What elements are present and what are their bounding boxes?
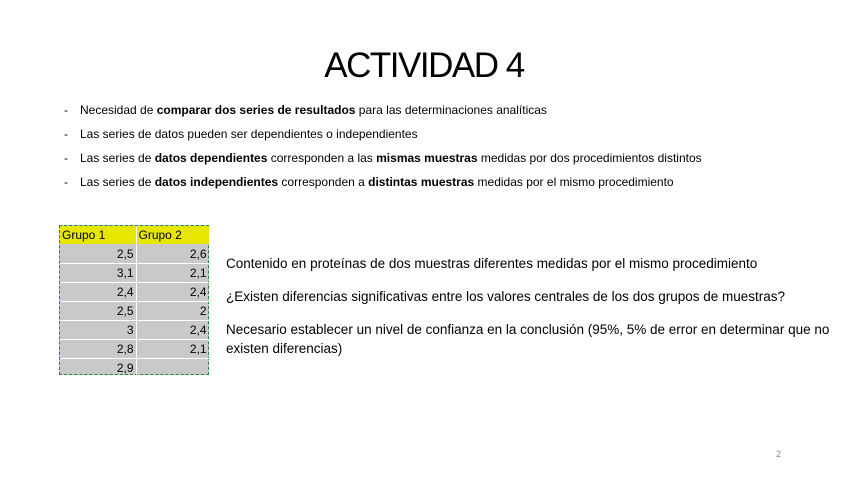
- bullet-text: Las series de datos pueden ser dependientes o independientes: [80, 127, 418, 141]
- bullet-text: Las series de: [80, 175, 155, 189]
- table-row: [60, 340, 209, 359]
- table-row: [60, 245, 209, 264]
- table-header-cell: Grupo 2: [136, 226, 209, 245]
- bullet-text: Las series de: [80, 151, 155, 165]
- table-cell: 2,4: [136, 283, 209, 302]
- body-text: [226, 254, 836, 372]
- table-row: [60, 321, 209, 340]
- table-cell: 2,4: [60, 283, 136, 302]
- bullet-list: [62, 102, 702, 198]
- table-cell: 2,9: [60, 359, 136, 378]
- bullet-text-bold: mismas muestras: [376, 151, 478, 165]
- table-cell: 2,5: [60, 302, 136, 321]
- bullet-text: corresponden a las: [267, 151, 377, 165]
- bullet-text: para las determinaciones analíticas: [355, 103, 547, 117]
- bullet-text-bold: distintas muestras: [368, 175, 475, 189]
- table-row: [60, 302, 209, 321]
- bullet-text: medidas por el mismo procedimiento: [474, 175, 674, 189]
- table-cell: 2,1: [136, 340, 209, 359]
- bullet-item: [62, 102, 702, 118]
- table-row: [60, 264, 209, 283]
- table-cell: 3,1: [60, 264, 136, 283]
- table-cell: 2: [136, 302, 209, 321]
- paragraph: Necesario establecer un nivel de confianza en la conclusión (95%, 5% de error en determinar que no existen diferencias): [226, 322, 830, 356]
- table-cell: 2,5: [60, 245, 136, 264]
- table-header-row: [60, 226, 209, 245]
- bullet-text-bold: comparar dos series de resultados: [156, 103, 356, 117]
- table-cell: 2,4: [136, 321, 209, 340]
- bullet-text: medidas por dos procedimientos distintos: [477, 151, 702, 165]
- table-row: [60, 359, 209, 378]
- table-header-cell: Grupo 1: [60, 226, 136, 245]
- bullet-text: Necesidad de: [80, 103, 157, 117]
- bullet-item: [62, 126, 702, 142]
- data-table: [59, 225, 209, 375]
- paragraph: ¿Existen diferencias significativas entre los valores centrales de los dos grupos de muestras?: [226, 289, 786, 304]
- table-cell: 2,1: [136, 264, 209, 283]
- table-cell: 2,8: [60, 340, 136, 359]
- page-number: 2: [776, 449, 782, 459]
- slide-title: ACTIVIDAD 4: [324, 46, 524, 85]
- bullet-item: [62, 174, 702, 190]
- table-row: [60, 283, 209, 302]
- bullet-text-bold: datos dependientes: [154, 151, 268, 165]
- bullet-text: corresponden a: [278, 175, 369, 189]
- table-cell: 3: [60, 321, 136, 340]
- table-cell: [136, 359, 209, 378]
- table-cell: 2,6: [136, 245, 209, 264]
- bullet-item: [62, 150, 702, 166]
- bullet-text-bold: datos independientes: [154, 175, 279, 189]
- paragraph: Contenido en proteínas de dos muestras diferentes medidas por el mismo procedimiento: [226, 256, 758, 271]
